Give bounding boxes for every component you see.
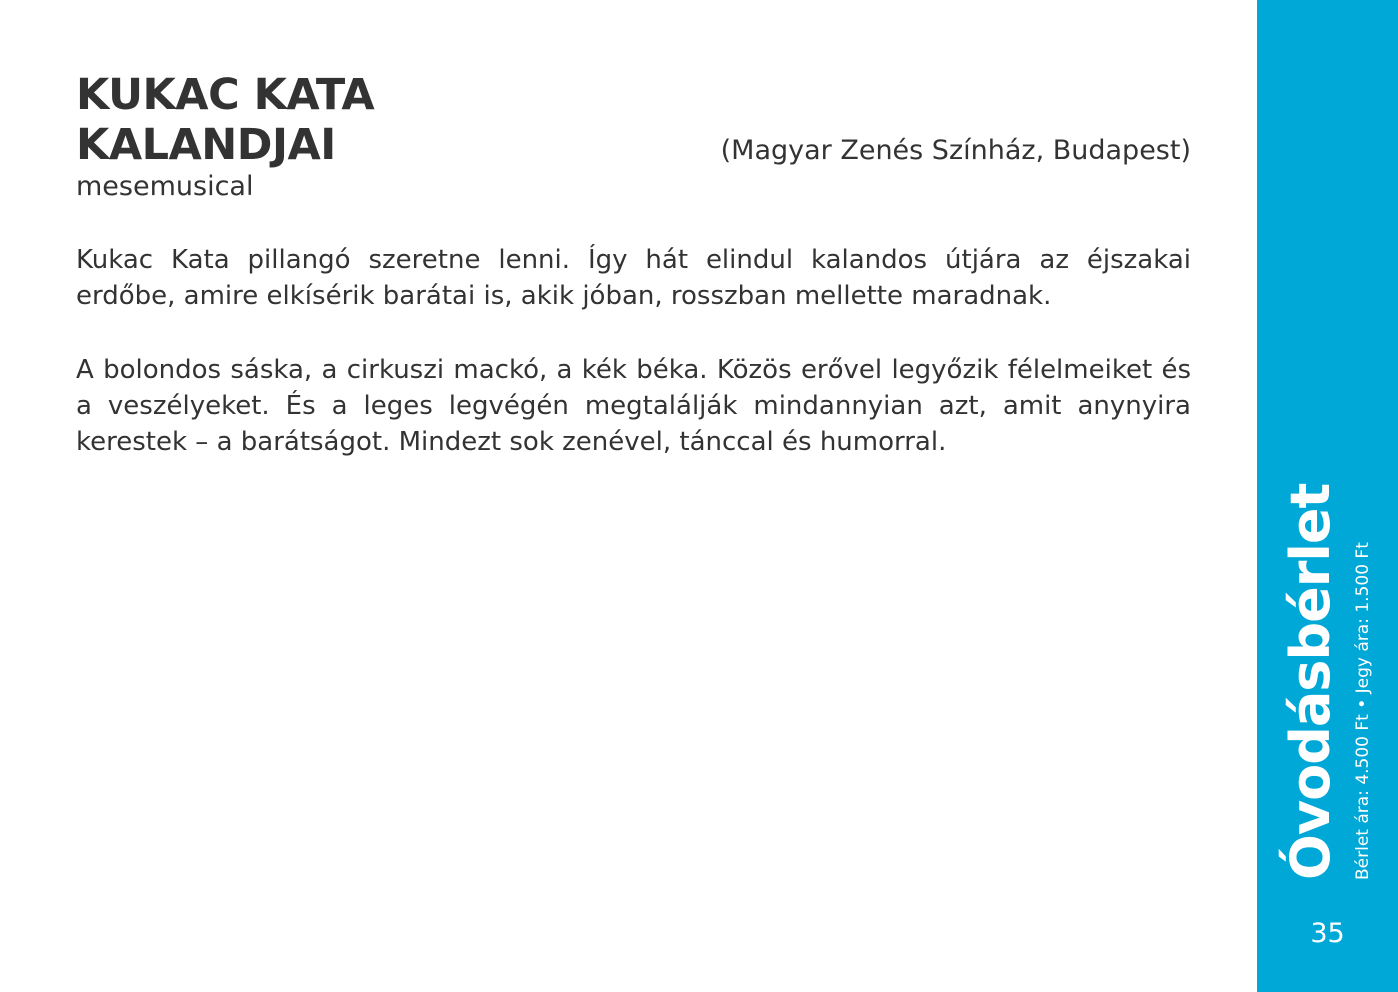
description-paragraph-1: Kukac Kata pillangó szeretne lenni. Így hát elindul kalandos útjára az éjszakai erdőbe, amire elkísérik barátai is, akik jóban, rosszban mellette maradnak. <box>76 245 1191 311</box>
sidebar <box>1257 0 1398 992</box>
subscription-name: Óvodásbérlet <box>1279 483 1342 880</box>
title-row <box>76 120 1191 170</box>
genre: mesemusical <box>76 171 254 202</box>
description-paragraph-2: A bolondos sáska, a cirkuszi mackó, a kék béka. Közös erővel legyőzik félelmeiket és a veszélyeket. És a leges legvégén megtalálják mindannyian azt, amit anynyira kerestek – a barátságot. Mindezt sok zenével, tánccal és humorral. <box>76 355 1191 457</box>
sidebar-vertical-text <box>1257 0 1398 992</box>
venue: (Magyar Zenés Színház, Budapest) <box>720 135 1191 166</box>
show-content <box>76 70 1191 460</box>
show-title-line2: KALANDJAI <box>76 120 336 170</box>
price-info: Bérlet ára: 4.500 Ft • Jegy ára: 1.500 Ft <box>1353 542 1373 880</box>
show-title-line1: KUKAC KATA <box>76 70 375 120</box>
page-number: 35 <box>1310 918 1345 949</box>
